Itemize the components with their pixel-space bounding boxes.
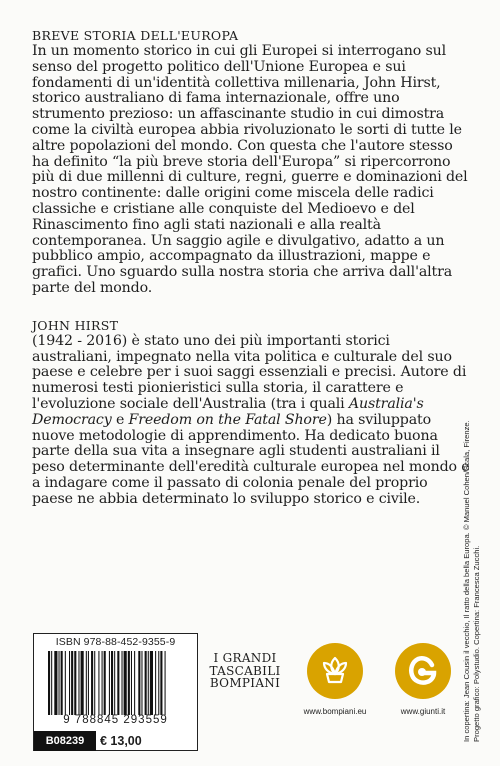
barcode-bar bbox=[160, 651, 162, 715]
barcode-bar bbox=[104, 651, 106, 715]
bompiani-url: www.bompiani.eu bbox=[303, 707, 367, 716]
series-line: I GRANDI bbox=[213, 651, 277, 665]
barcode-bar bbox=[165, 651, 166, 715]
credits-line: In copertina: Jean Cousin il vecchio, Il ratto della bella Europa. © Manuel Cohen/Scala, Firenze. bbox=[462, 420, 471, 742]
series-line: BOMPIANI bbox=[209, 676, 281, 690]
author-bio-part: ) ha sviluppato nuove metodologie di apprendimento. Ha dedicato buona parte della sua vita a insegnare agli studenti australiani il peso determinante dell'eredità culturale europea nel mondo e a indagare come il passato di colonia penale del proprio paese ne abbia determinato lo sviluppo storico e civile. bbox=[32, 411, 470, 507]
barcode-bar bbox=[74, 651, 76, 715]
barcode-bar bbox=[134, 651, 135, 715]
bompiani-logo-block bbox=[290, 643, 380, 716]
barcode-bar bbox=[122, 651, 123, 715]
barcode-bar bbox=[138, 651, 140, 715]
barcode-bar bbox=[61, 651, 63, 715]
author-bio-part: (1942 - 2016) è stato uno dei più importanti storici australiani, impegnato nella vita politica e culturale del suo paese e celebre per i suoi saggi essenziali e precisi. Autore di numerosi testi pionieristici sulla storia, il carattere e l'evoluzione sociale dell'Australia (tra i quali bbox=[32, 332, 467, 412]
isbn-label: ISBN 978-88-452-9355-9 bbox=[55, 636, 176, 648]
description-title: BREVE STORIA DELL'EUROPA bbox=[32, 28, 239, 43]
barcode-bar bbox=[102, 651, 103, 715]
barcode-bar bbox=[155, 651, 156, 715]
author-book-title: Freedom on the Fatal Shore bbox=[128, 411, 327, 428]
barcode-bar bbox=[128, 651, 130, 715]
barcode-bar bbox=[54, 651, 57, 715]
giunti-url: www.giunti.it bbox=[400, 707, 446, 716]
barcode-bar bbox=[109, 651, 110, 715]
barcode-bar bbox=[131, 651, 132, 715]
barcode-bar bbox=[114, 651, 115, 715]
author-bio-text bbox=[32, 334, 472, 508]
barcode-bar bbox=[88, 651, 89, 715]
barcode-bar bbox=[111, 651, 113, 715]
series-line: TASCABILI bbox=[209, 663, 281, 678]
cover-credits bbox=[462, 322, 481, 742]
barcode-bar bbox=[145, 651, 147, 715]
barcode-bar bbox=[91, 651, 93, 715]
barcode-bar bbox=[148, 651, 149, 715]
barcode-bar bbox=[48, 651, 50, 715]
barcode-digits: 9 788845 293559 bbox=[63, 714, 168, 726]
text-column bbox=[32, 28, 472, 508]
barcode-bar bbox=[158, 651, 159, 715]
giunti-logo-block bbox=[383, 643, 463, 716]
barcode-bar bbox=[59, 651, 60, 715]
author-bio-part: e bbox=[111, 411, 129, 428]
barcode-bar bbox=[117, 651, 119, 715]
description-text: In un momento storico in cui gli Europei si interrogano sul senso del progetto politico dell'Unione Europea e sui fondamenti di un'identità collettiva millenaria, John Hirst, storico australiano di fama internazionale, offre uno strumento prezioso: un affascinante studio in cui dimostra come la civiltà europea abbia rivoluzionato le sorti di tutte le altre popolazioni del mondo. Con questa che l'autore stesso ha definito “la più breve storia dell'Europa” si ripercorrono più di due millenni di culture, regni, guerre e dominazioni del nostro continente: dalle origini come miscela delle radici classiche e cristiane alle conquiste del Medioevo e del Rinascimento fino agli stati nazionali e alla realtà contemporanea. Un saggio agile e divulgativo, adatto a un pubblico ampio, accompagnato da illustrazioni, mappe e grafici. Uno sguardo sulla nostra storia che arriva dall'altra parte del mondo. bbox=[32, 43, 468, 296]
bompiani-logo-icon bbox=[307, 643, 363, 699]
author-title: JOHN HIRST bbox=[32, 317, 119, 333]
barcode-box bbox=[33, 633, 198, 751]
barcode-bar bbox=[124, 651, 127, 715]
barcode-bar bbox=[69, 651, 70, 715]
barcode-bar bbox=[86, 651, 87, 715]
barcode-bar bbox=[150, 651, 153, 715]
barcode-bar bbox=[65, 651, 66, 715]
barcode-bar bbox=[94, 651, 95, 715]
author-book-title: Australia's Democracy bbox=[32, 395, 424, 428]
giunti-logo-icon bbox=[395, 643, 451, 699]
barcode-bar bbox=[51, 651, 52, 715]
product-code-badge: B08239 bbox=[34, 731, 96, 751]
barcode-image bbox=[46, 651, 186, 715]
barcode-bar bbox=[78, 651, 79, 715]
barcode-bar bbox=[98, 651, 99, 715]
barcode-bar bbox=[141, 651, 142, 715]
barcode-bar bbox=[71, 651, 73, 715]
series-logo bbox=[207, 652, 283, 690]
barcode-bar bbox=[81, 651, 84, 715]
credits-line: Progetto grafico: Polystudio. Copertina: Francesca Zucchi. bbox=[471, 545, 481, 742]
price-label: € 13,00 bbox=[100, 734, 142, 748]
